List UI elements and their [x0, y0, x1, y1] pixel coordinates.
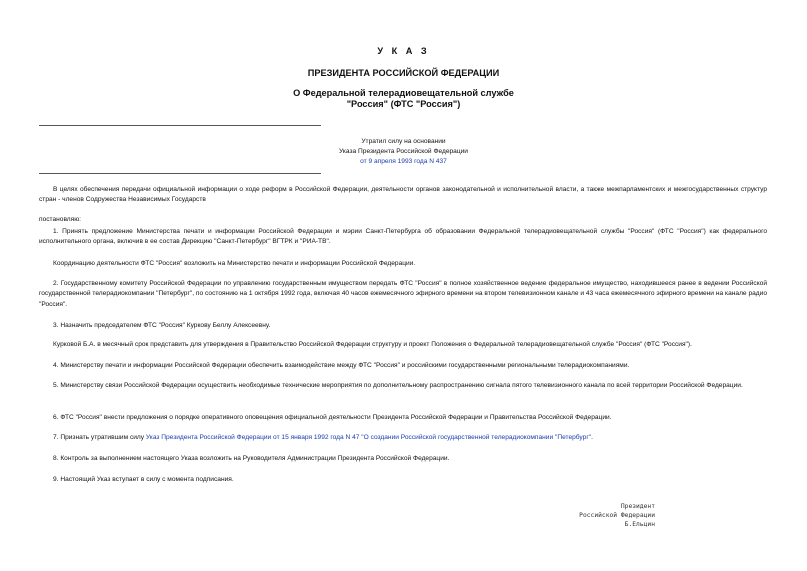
paragraph-5: 5. Министерству связи Российской Федерации осуществить необходимые технические мероприятия по дополнительному распространению сигнала пятого телевизионного канала по всей территории Российской Федерации. [53, 382, 743, 389]
repealed-decree-47-link[interactable]: Указ Президента Российской Федерации от 15 января 1992 года N 47 "О создании Российской государственной телерадиокомпании "Петербург" [145, 434, 592, 441]
status-line-1: Утратил силу на основании [361, 138, 446, 145]
paragraph-7-suffix: . [591, 434, 593, 441]
document-title: У К А З [377, 46, 430, 56]
divider-bottom [39, 173, 321, 174]
paragraph-8: 8. Контроль за выполнением настоящего Указа возложить на Руководителя Администрации Президента Российской Федерации. [53, 455, 450, 462]
signature-title: Президент [620, 503, 655, 510]
paragraph-6: 6. ФТС "Россия" внести предложения о порядке оперативного оповещения официальной деятельности Президента Российской Федерации и Правительства Российской Федерации. [53, 414, 612, 421]
paragraph-1: 1. Принять предложение Министерства печати и информации Российской Федерации и мэрии Санкт-Петербурга об образовании Федеральной телерадиовещательной службы "Россия" (ФТС "Россия") как федерального исполнительного органа, включив в ее состав Дирекцию "Санкт-Петербург" ВГТРК и "РИА-ТВ". [39, 228, 767, 246]
resolve-text: постановляю: [39, 216, 82, 223]
document-subtitle: ПРЕЗИДЕНТА РОССИЙСКОЙ ФЕДЕРАЦИИ [307, 68, 500, 78]
paragraph-3b: Курковой Б.А. в месячный срок представить для утверждения в Правительство Российской Федерации структуру и проект Положения о Федеральной телерадиовещательной службе "Россия" (ФТС "Россия"). [53, 341, 692, 348]
divider-top [39, 125, 321, 126]
paragraph-2: 2. Государственному комитету Российской Федерации по управлению государственным имуществом передать ФТС "Россия" в полное хозяйственное ведение федеральное имущество, находившееся ранее в ведении Российской государственной телерадиокомпании "Петербург", по состоянию на 1 октября 1992 года, включая 40 часов ежемесячного эфирного времени на втором телевизионном канале и 43 часа ежемесячного эфирного времени на канале радио "Россия". [39, 280, 767, 308]
paragraph-7 [39, 433, 767, 443]
document-name-line1: О Федеральной телерадиовещательной службе [293, 88, 514, 98]
paragraph-1b: Координацию деятельности ФТС "Россия" возложить на Министерство печати и информации Российской Федерации. [53, 260, 416, 267]
preamble-paragraph: В целях обеспечения передачи официальной информации о ходе реформ в Российской Федерации, деятельности органов законодательной и исполнительной власти, а также межпарламентских и межгосударственных структур стран - членов Содружества Независимых Государств [39, 186, 767, 204]
signature-name: Б.Ельцин [624, 521, 655, 528]
paragraph-9: 9. Настоящий Указ вступает в силу с момента подписания. [53, 476, 234, 483]
paragraph-4: 4. Министерству печати и информации Российской Федерации обеспечить взаимодействие между ФТС "Россия" и российскими государственными региональными телерадиокомпаниями. [53, 362, 630, 369]
status-line-2: Указа Президента Российской Федерации [339, 148, 468, 155]
status-link-decree-437[interactable]: от 9 апреля 1993 года N 437 [360, 158, 447, 165]
signature-country: Российской Федерации [579, 512, 655, 519]
document-name-line2: "Россия" (ФТС "Россия") [346, 99, 461, 109]
paragraph-3: 3. Назначить председателем ФТС "Россия" Куркову Беллу Алексеевну. [53, 322, 271, 329]
paragraph-7-prefix: 7. Признать утратившим силу [53, 434, 146, 441]
